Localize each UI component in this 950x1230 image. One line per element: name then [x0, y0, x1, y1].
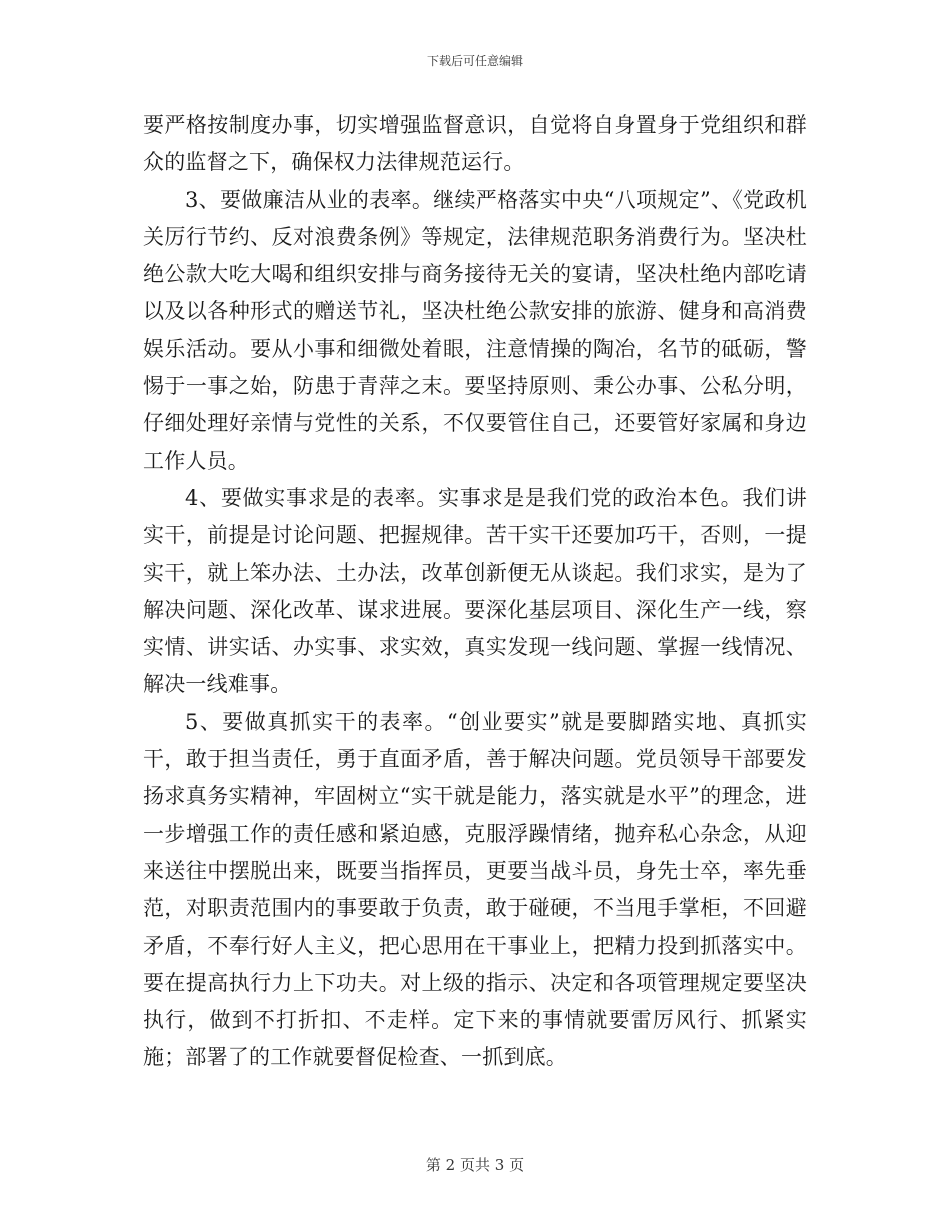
body-text [143, 107, 807, 1077]
paragraph-continuation: 要严格按制度办事，切实增强监督意识，自觉将自身置身于党组织和群众的监督之下，确保权力法律规范运行。 [143, 113, 807, 175]
page-number: 第 2 页共 3 页 [425, 1156, 525, 1174]
paragraph-item-4: 4、要做实事求是的表率。实事求是是我们党的政治本色。我们讲实干，前提是讨论问题、把握规律。苦干实干还要加巧干，否则，一提实干，就上笨办法、土办法，改革创新便无从谈起。我们求实，是为了解决问题、深化改革、谋求进展。要深化基层项目、深化生产一线，察实情、讲实话、办实事、求实效，真实发现一线问题、掌握一线情况、解决一线难事。 [143, 485, 807, 697]
paragraph-item-5: 5、要做真抓实干的表率。“创业要实”就是要脚踏实地、真抓实干，敢于担当责任，勇于直面矛盾，善于解决问题。党员领导干部要发扬求真务实精神，牢固树立“实干就是能力，落实就是水平”的理念，进一步增强工作的责任感和紧迫感，克服浮躁情绪，抛弃私心杂念，从迎来送往中摆脱出来，既要当指挥员，更要当战斗员，身先士卒，率先垂范，对职责范围内的事要敢于负责，敢于碰硬，不当甩手掌柜，不回避矛盾，不奉行好人主义，把心思用在干事业上，把精力投到抓落实中。要在提高执行力上下功夫。对上级的指示、决定和各项管理规定要坚决执行，做到不打折扣、不走样。定下来的事情就要雷厉风行、抓紧实施；部署了的工作就要督促检查、一抓到底。 [143, 709, 807, 1070]
paragraph-item-3: 3、要做廉洁从业的表率。继续严格落实中央“八项规定”、《党政机关厉行节约、反对浪费条例》等规定，法律规范职务消费行为。坚决杜绝公款大吃大喝和组织安排与商务接待无关的宴请，坚决杜绝内部吃请以及以各种形式的赠送节礼，坚决杜绝公款安排的旅游、健身和高消费娱乐活动。要从小事和细微处着眼，注意情操的陶冶，名节的砥砺，警惕于一事之始，防患于青萍之末。要坚持原则、秉公办事、公私分明，仔细处理好亲情与党性的关系，不仅要管住自己，还要管好家属和身边工作人员。 [143, 187, 807, 473]
header-note: 下载后可任意编辑 [426, 54, 523, 68]
